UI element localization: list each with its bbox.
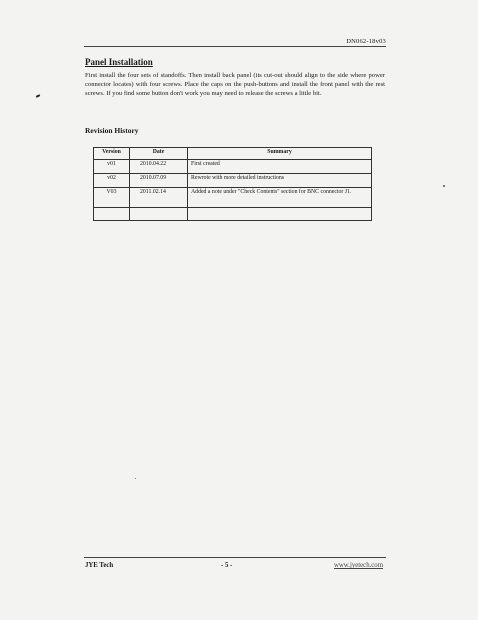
revision-table (93, 147, 372, 221)
cell-version: v01 (94, 160, 130, 174)
cell-version: V03 (94, 188, 130, 208)
scan-mark (36, 94, 40, 98)
table-header-row (94, 148, 372, 160)
footer-url-link[interactable]: www.jyetech.com (333, 562, 383, 569)
section-title-revision-history: Revision History (85, 126, 139, 135)
cell-date: 2010.07.09 (130, 174, 188, 188)
page-number: - 5 - (221, 562, 233, 569)
cell-summary (188, 208, 372, 221)
cell-summary: Added a note under "Check Contents" section for BNC connector J1. (188, 188, 372, 208)
cell-summary: First created (188, 160, 372, 174)
scan-mark (135, 478, 136, 479)
cell-date: 2011.02.14 (130, 188, 188, 208)
table-row (94, 174, 372, 188)
panel-installation-text: First install the four sets of standoffs. Then install back panel (its cut-out should align to the side where power connector locates) with four screws. Place the caps on the push-buttons and install the front panel with the rest screws. If you find some button don't work you may need to release the screws a little bit. (85, 72, 385, 97)
column-header-summary: Summary (188, 148, 372, 160)
table-row (94, 160, 372, 174)
cell-date: 2010.04.22 (130, 160, 188, 174)
scan-mark (443, 185, 445, 187)
table-row (94, 208, 372, 221)
document-id: DN062-18v03 (346, 38, 386, 45)
cell-summary: Rewrote with more detailed instructions (188, 174, 372, 188)
footer-company: JYE Tech (85, 562, 114, 569)
cell-version (94, 208, 130, 221)
header-rule (84, 46, 386, 47)
column-header-date: Date (130, 148, 188, 160)
table-row (94, 188, 372, 208)
cell-date (130, 208, 188, 221)
footer-rule (84, 557, 386, 558)
cell-version: v02 (94, 174, 130, 188)
column-header-version: Version (94, 148, 130, 160)
section-title-panel-installation: Panel Installation (85, 57, 153, 67)
